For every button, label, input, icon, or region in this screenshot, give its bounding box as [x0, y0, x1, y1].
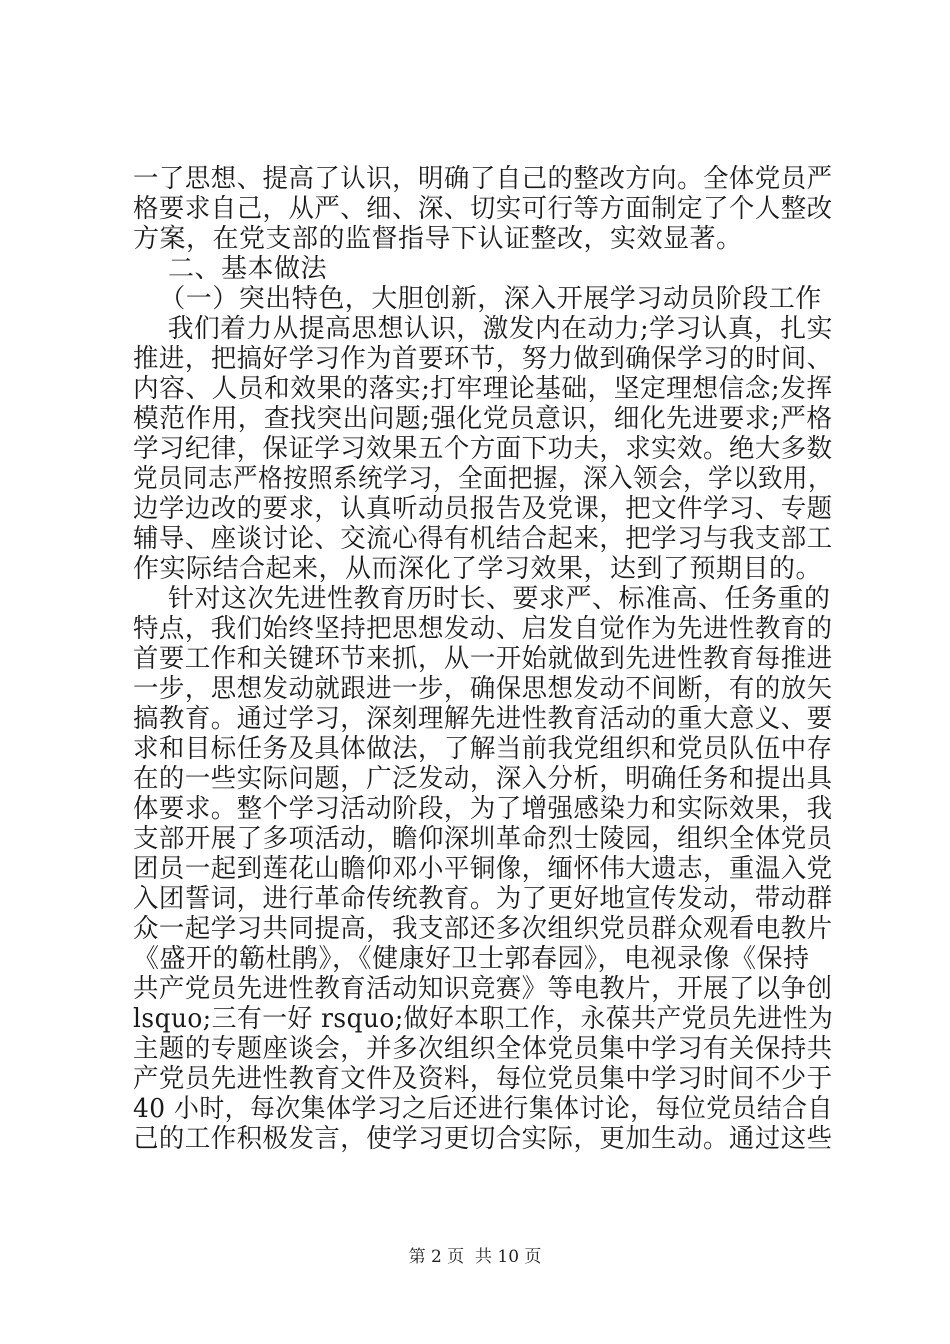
text-line: lsquo;三有一好 rsquo;做好本职工作，永葆共产党员先进性为 [133, 1004, 834, 1034]
text-line: 求和目标任务及具体做法，了解当前我党组织和党员队伍中存 [133, 734, 833, 764]
text-line: 入团誓词，进行革命传统教育。为了更好地宣传发动，带动群 [133, 884, 833, 914]
page-number: 第 2 页 共 10 页 [408, 1247, 542, 1267]
text-line: 格要求自己，从严、细、深、切实可行等方面制定了个人整改 [133, 194, 833, 224]
text-line: 作实际结合起来，从而深化了学习效果，达到了预期目的。 [133, 554, 823, 584]
text-line: 众一起学习共同提高，我支部还多次组织党员群众观看电教片 [133, 914, 833, 944]
text-line: 针对这次先进性教育历时长、要求严、标准高、任务重的 [133, 584, 831, 614]
text-line: 推进，把搞好学习作为首要环节，努力做到确保学习的时间、 [133, 344, 833, 374]
text-line: 内容、人员和效果的落实;打牢理论基础，坚定理想信念;发挥 [133, 374, 833, 404]
text-line: 党员同志严格按照系统学习，全面把握，深入领会，学以致用， [133, 464, 834, 494]
text-line: 模范作用，查找突出问题;强化党员意识，细化先进要求;严格 [133, 404, 833, 434]
text-line: 边学边改的要求，认真听动员报告及党课，把文件学习、专题 [133, 494, 833, 524]
text-line: 团员一起到莲花山瞻仰邓小平铜像，缅怀伟大遗志，重温入党 [133, 854, 833, 884]
text-line: 特点，我们始终坚持把思想发动、启发自觉作为先进性教育的 [133, 614, 833, 644]
text-line: 一了思想、提高了认识，明确了自己的整改方向。全体党员严 [133, 164, 833, 194]
text-line: 产党员先进性教育文件及资料，每位党员集中学习时间不少于 [133, 1064, 833, 1094]
text-line: 体要求。整个学习活动阶段，为了增强感染力和实际效果，我 [133, 794, 833, 824]
text-line: 己的工作积极发言，使学习更切合实际，更加生动。通过这些 [133, 1124, 833, 1154]
text-line: 我们着力从提高思想认识，激发内在动力;学习认真，扎实 [133, 314, 833, 344]
text-line: 《盛开的簕杜鹃》，《健康好卫士郭春园》，电视录像《保持 [133, 944, 810, 974]
document-body [133, 164, 833, 1154]
text-line: 40 小时，每次集体学习之后还进行集体讨论，每位党员结合自 [133, 1094, 833, 1124]
text-line: 辅导、座谈讨论、交流心得有机结合起来，把学习与我支部工 [133, 524, 833, 554]
text-line: 一步，思想发动就跟进一步，确保思想发动不间断，有的放矢 [133, 674, 833, 704]
subsection-heading: （一）突出特色，大胆创新，深入开展学习动员阶段工作 [133, 284, 822, 314]
text-line: 主题的专题座谈会，并多次组织全体党员集中学习有关保持共 [133, 1034, 833, 1064]
text-line: 首要工作和关键环节来抓，从一开始就做到先进性教育每推进 [133, 644, 833, 674]
section-heading: 二、基本做法 [133, 254, 328, 284]
text-line: 搞教育。通过学习，深刻理解先进性教育活动的重大意义、要 [133, 704, 833, 734]
text-line: 方案，在党支部的监督指导下认证整改，实效显著。 [133, 224, 743, 254]
text-line: 在的一些实际问题，广泛发动，深入分析，明确任务和提出具 [133, 764, 833, 794]
text-line: 共产党员先进性教育活动知识竞赛》等电教片，开展了以争创 [133, 974, 833, 1004]
text-line: 学习纪律，保证学习效果五个方面下功夫，求实效。绝大多数 [133, 434, 833, 464]
text-line: 支部开展了多项活动，瞻仰深圳革命烈士陵园，组织全体党员 [133, 824, 833, 854]
